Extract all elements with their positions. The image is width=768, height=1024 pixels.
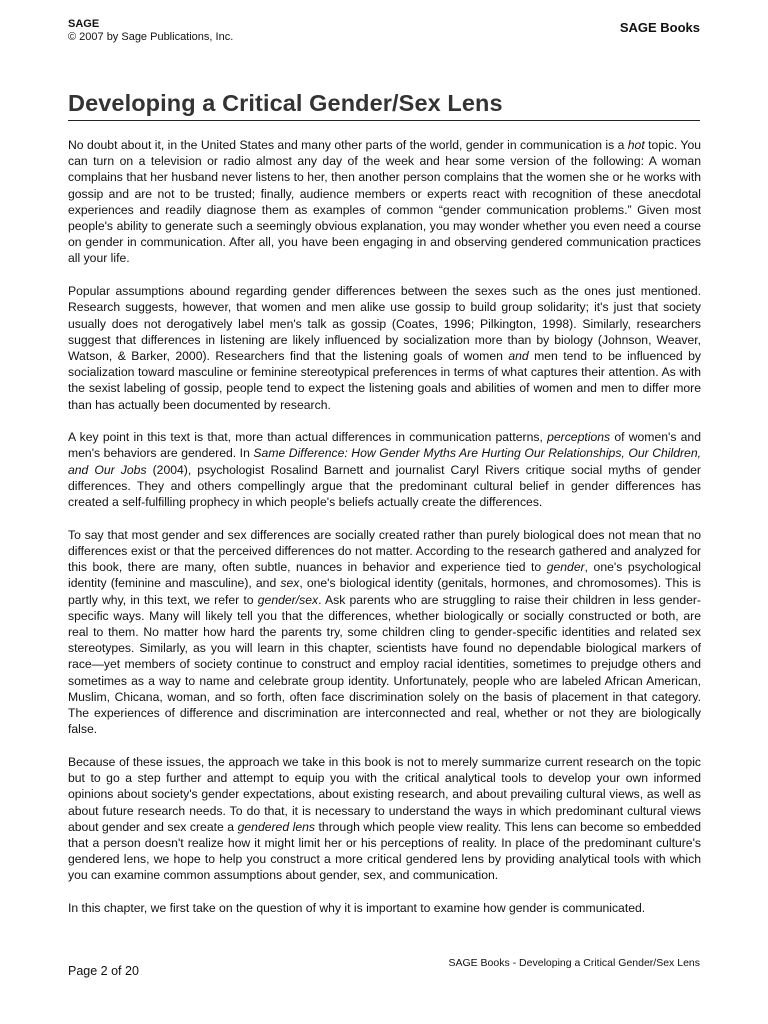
italic-run: and	[508, 348, 529, 363]
text-run: of women's and men's behaviors are gendered. In	[68, 430, 701, 461]
title-block	[68, 89, 700, 121]
text-run: Popular assumptions abound regarding gender differences between the sexes such as the ones just mentioned. Research suggests, however, that women and men alike use gossip to build group solidarity; it's just that society usually does not derogatively label men's talk as gossip (Coates, 1996; Pilkington, 1998). Similarly, researchers suggest that differences in listening are likely influenced by socialization more than by biology (Johnson, Weaver, Watson, & Barker, 2000). Researchers find that the listening goals of women	[68, 284, 701, 363]
paragraph-1	[68, 137, 701, 267]
running-title: SAGE Books - Developing a Critical Gender/Sex Lens	[448, 957, 700, 969]
text-run: No doubt about it, in the United States and many other parts of the world, gender in communication is a	[68, 138, 628, 152]
text-run: through which people view reality. This lens can become so embedded that a person doesn't realize how it might limit her or his perceptions of reality. In place of the predominant culture's gendered lens, we hope to help you construct a more critical gendered lens by providing analytical tools with which you can examine common assumptions about gender, sex, and communication.	[68, 819, 701, 883]
page-title: Developing a Critical Gender/Sex Lens	[68, 90, 503, 116]
italic-run: gendered lens	[237, 819, 316, 834]
text-run: A key point in this text is that, more than actual differences in communication patterns,	[68, 430, 548, 445]
brand-label: SAGE Books	[619, 20, 700, 35]
paragraph-5	[68, 754, 701, 884]
text-run: In this chapter, we first take on the question of why it is important to examine how gender is communicated.	[68, 901, 646, 916]
italic-run: perceptions	[547, 430, 611, 445]
paragraph-4	[68, 527, 701, 738]
page-header-left	[68, 18, 233, 44]
italic-run: gender	[546, 560, 585, 575]
text-run: Because of these issues, the approach we take in this book is not to merely summarize current research on the topic but to go a step further and attempt to equip you with the critical analytical tools to develop your own informed opinions about society's gender expectations, about existing research, and about prevailing cultural views, as well as about future research needs. To do that, it is necessary to understand the ways in which predominant cultural views about gender and sex create a	[68, 754, 701, 834]
publisher-name: SAGE	[68, 18, 100, 30]
paragraph-6	[68, 900, 701, 916]
page-number: Page 2 of 20	[68, 964, 139, 978]
text-run: . Ask parents who are struggling to raise their children in less gender-specific ways. Many will likely tell you that the differences, whether biologically or socially constructed or both, are real to them. No matter how hard the parents try, some children cling to gender-specific identities and related sex stereotypes. Similarly, as you will learn in this chapter, scientists have found no dependable biological markers of race—yet members of society continue to construct and employ racial identities, sometimes to prejudge others and sometimes as a way to name and celebrate group identity. Unfortunately, people who are labeled African American, Muslim, Chicana, woman, and so forth, often face discrimination solely on the basis of placement in that category. The experiences of difference and discrimination are interconnected and real, whether or not they are biologically false.	[68, 592, 701, 737]
text-run: To say that most gender and sex differences are socially created rather than purely biological does not mean that no differences exist or that the perceived differences do not matter. According to the research gathered and analyzed for this book, there are many, often subtle, nuances in behavior and experience tied to	[68, 527, 701, 575]
text-run: topic. You can turn on a television or radio almost any day of the week and hear some version of the following: A woman complains that her husband never listens to her, then another person complains that the women she or he works with gossip and are not to be trusted; finally, audience members or experts react with recognition of these anecdotal experiences and readily diagnose them as examples of common “gender communication problems.” Given most people's ability to generate such a seemingly obvious explanation, you may wonder whether you even need a course on gender in communication. After all, you have been engaging in and observing gendered communication practices all your life.	[68, 138, 701, 266]
body-text	[68, 137, 701, 933]
text-run: (2004), psychologist Rosalind Barnett and journalist Caryl Rivers critique social myths of gender differences. They and others compellingly argue that the predominant cultural belief in gender differences has created a self-fulfilling prophecy in which people's beliefs actually create the differences.	[68, 462, 701, 510]
italic-run: hot	[627, 138, 645, 152]
italic-run: gender/sex	[257, 592, 319, 607]
paragraph-3	[68, 429, 701, 510]
paragraph-2	[68, 283, 701, 413]
text-run: , one's biological identity (genitals, hormones, and chromosomes). This is partly why, in this text, we refer to	[68, 576, 701, 607]
text-run: , one's psychological identity (feminine and masculine), and	[68, 560, 701, 591]
italic-run: sex	[280, 576, 300, 591]
copyright-notice: © 2007 by Sage Publications, Inc.	[68, 31, 234, 43]
text-run: men tend to be influenced by socialization toward masculine or feminine stereotypical preferences in terms of what captures their attention. As with the sexist labeling of gossip, people tend to expect the listening goals and abilities of women and men to differ more than has actually been documented by research.	[68, 348, 701, 412]
book-title: Same Difference: How Gender Myths Are Hurting Our Relationships, Our Children, and Our Jobs	[68, 446, 701, 477]
